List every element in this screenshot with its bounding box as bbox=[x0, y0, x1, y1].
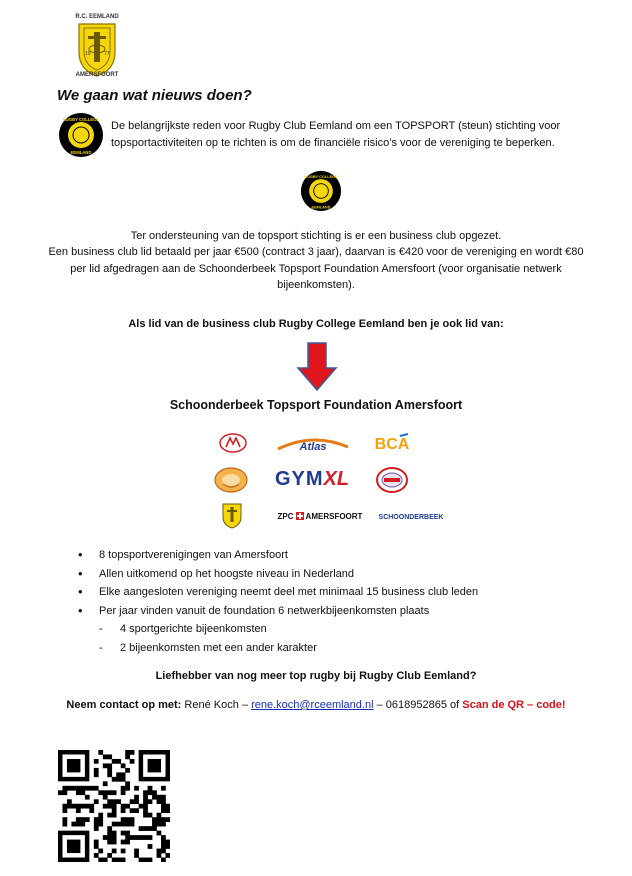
sponsor-logo-6 bbox=[375, 466, 409, 494]
zpc-cross-icon bbox=[296, 512, 304, 520]
bca-logo-icon bbox=[370, 432, 414, 454]
sub-list-item: - 4 sportgerichte bijeenkomsten bbox=[99, 620, 317, 639]
badge-small-bottom-text: EEMLAND bbox=[311, 205, 331, 210]
sponsor-logo-gymxl bbox=[272, 466, 352, 492]
rugby-college-badge-icon bbox=[58, 112, 104, 158]
foundation-name: Schoonderbeek Topsport Foundation Amersfoort bbox=[169, 398, 463, 412]
list-item: • Per jaar vinden vanuit de foundation 6 netwerkbijeenkomsten plaats bbox=[78, 602, 478, 621]
down-arrow-icon bbox=[296, 342, 338, 392]
scan-qr-call: Scan de QR – code! bbox=[462, 699, 566, 711]
sponsor-logo-rce-shield bbox=[220, 503, 244, 529]
intro-paragraph: De belangrijkste reden voor Rugby Club Eemland om een TOPSPORT (steun) stichting voor topsportactiviteiten op te richten is om de financiële risico’s voor de vereniging te beperken. bbox=[111, 120, 561, 149]
club-logo bbox=[74, 14, 120, 80]
contact-line bbox=[40, 699, 592, 711]
gymxl-xl-text: XL bbox=[323, 467, 350, 490]
list-item: • 8 topsportverenigingen van Amersfoort bbox=[78, 546, 478, 565]
contact-label: Neem contact op met: bbox=[66, 699, 182, 711]
sponsor-emblem-red-icon bbox=[218, 432, 248, 454]
support-line-2: Een business club lid betaald per jaar €500 (contract 3 jaar), daarvan is €420 voor de vereniging en wordt €80 per lid afgedragen aan de Schoonderbeek Topsport Foundation Amersfoort (voor organisatie netwerk bijeenkomsten). bbox=[48, 246, 584, 291]
sponsor-emblem-orange-icon bbox=[213, 466, 249, 494]
contact-name: René Koch – bbox=[184, 699, 249, 711]
zpc-city-text: AMERSFOORT bbox=[305, 511, 363, 521]
bca-text: BCA bbox=[374, 436, 410, 453]
page-heading: We gaan wat nieuws doen? bbox=[57, 87, 252, 104]
sponsor-logo-bca bbox=[370, 432, 414, 454]
member-statement: Als lid van de business club Rugby College Eemland ben je ook lid van: bbox=[128, 318, 504, 330]
zpc-text: ZPC bbox=[277, 511, 294, 521]
list-item: • Elke aangesloten vereniging neemt deel met minimaal 15 business club leden bbox=[78, 583, 478, 602]
contact-phone: – 0618952865 of bbox=[376, 699, 460, 711]
club-shield-icon bbox=[74, 22, 120, 78]
badge-small-top-text: RUGBY COLLEGE bbox=[304, 175, 338, 180]
atlas-text: Atlas bbox=[299, 441, 327, 453]
sponsor-logo-4 bbox=[213, 466, 249, 494]
list-item: • Allen uitkomend op het hoogste niveau in Nederland bbox=[78, 565, 478, 584]
meetings-sublist bbox=[99, 620, 317, 657]
club-logo-top-text: R.C. EEMLAND bbox=[75, 14, 119, 20]
qr-code-icon[interactable] bbox=[58, 750, 170, 862]
sponsor-emblem-round-icon bbox=[375, 466, 409, 494]
benefits-list bbox=[78, 546, 478, 620]
contact-email-link[interactable]: rene.koch@rceemland.nl bbox=[251, 699, 374, 711]
gymxl-gym-text: GYM bbox=[274, 467, 324, 490]
support-line-1: Ter ondersteuning van de topsport stichting is er een business club opgezet. bbox=[130, 230, 502, 242]
sub-list-item: - 2 bijeenkomsten met een ander karakter bbox=[99, 639, 317, 658]
badge-bottom-text: EEMLAND bbox=[70, 150, 92, 155]
badge-top-text: RUGBY COLLEGE bbox=[62, 117, 100, 122]
club-logo-bottom-text: AMERSFOORT bbox=[75, 72, 119, 78]
question-line: Liefhebber van nog meer top rugby bij Rugby Club Eemland? bbox=[155, 670, 477, 682]
year-left: 19 bbox=[85, 51, 91, 57]
sponsor-logo-zpc bbox=[272, 508, 368, 524]
sponsor-logo-atlas bbox=[276, 434, 350, 454]
rce-shield-icon bbox=[221, 503, 243, 529]
sponsor-logo-1 bbox=[218, 432, 248, 454]
atlas-swoosh-icon bbox=[276, 434, 350, 454]
rugby-college-badge-small-icon bbox=[300, 170, 342, 212]
year-right: 77 bbox=[104, 51, 110, 57]
sponsor-logo-schoonderbeek: SCHOONDERBEEK bbox=[378, 513, 444, 521]
